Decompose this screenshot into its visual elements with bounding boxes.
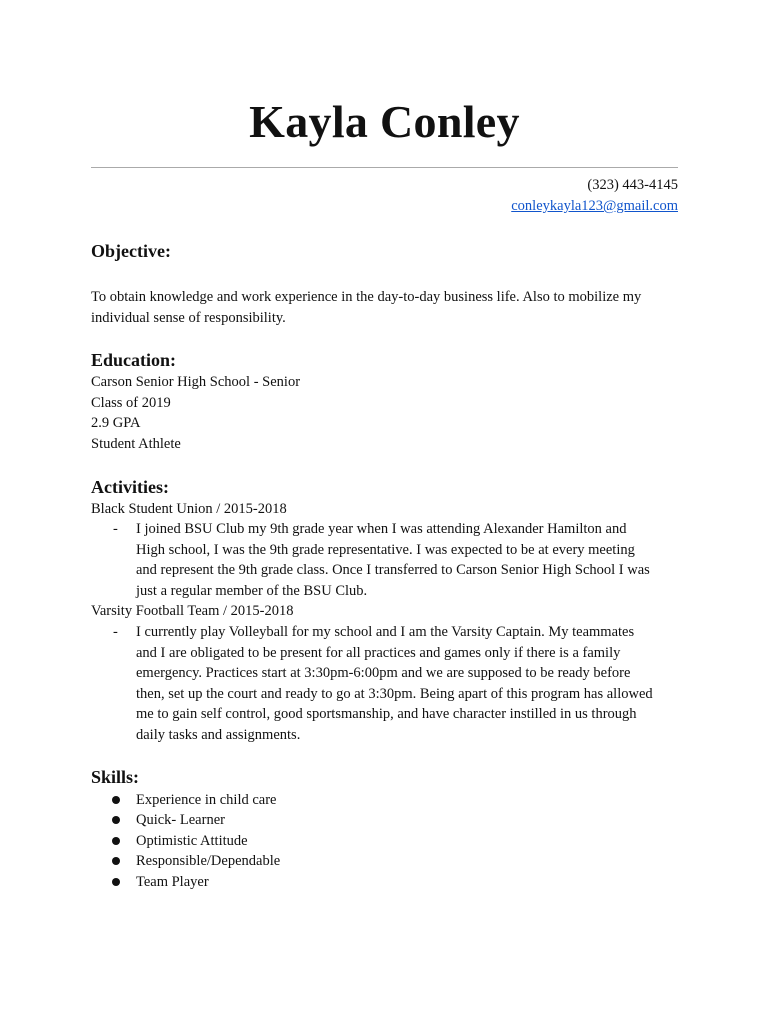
skill-label: Team Player	[136, 874, 209, 890]
education-line: 2.9 GPA	[91, 415, 141, 431]
activity-bullet: -	[113, 624, 118, 640]
activity-line: and I are obligated to be present for all practices and games only if there is a family	[136, 645, 621, 661]
activity-title: Varsity Football Team / 2015-2018	[91, 603, 294, 619]
activities-heading: Activities:	[91, 477, 169, 497]
education-line: Student Athlete	[91, 436, 181, 452]
skills-heading: Skills:	[91, 767, 140, 787]
activity-line: High school, I was the 9th grade representative. I was expected to be at every meeting	[136, 542, 635, 558]
skill-label: Quick- Learner	[136, 812, 225, 828]
education-heading: Education:	[91, 350, 177, 370]
activity-line: daily tasks and assignments.	[136, 727, 301, 743]
activity-line: then, set up the court and ready to go at 3:30pm. Being apart of this program has allowed	[136, 686, 653, 702]
objective-line: individual sense of responsibility.	[91, 310, 286, 326]
bullet-dot-icon	[112, 837, 120, 845]
bullet-dot-icon	[112, 857, 120, 865]
activity-bullet: -	[113, 521, 118, 537]
skill-label: Optimistic Attitude	[136, 833, 248, 849]
education-line: Class of 2019	[91, 395, 171, 411]
skill-label: Experience in child care	[136, 792, 277, 808]
email-link[interactable]: conleykayla123@gmail.com	[511, 198, 678, 214]
resume-page	[91, 0, 678, 1024]
header-divider	[91, 167, 678, 168]
phone-number: (323) 443-4145	[587, 177, 678, 193]
candidate-name: Kayla Conley	[249, 96, 520, 147]
bullet-dot-icon	[112, 796, 120, 804]
bullet-dot-icon	[112, 816, 120, 824]
activity-line: emergency. Practices start at 3:30pm-6:00pm and we are supposed to be ready before	[136, 665, 631, 681]
activity-line: I joined BSU Club my 9th grade year when I was attending Alexander Hamilton and	[136, 521, 627, 537]
activity-title: Black Student Union / 2015-2018	[91, 501, 287, 517]
activity-line: just a regular member of the BSU Club.	[136, 583, 368, 599]
objective-heading: Objective:	[91, 241, 171, 261]
objective-line: To obtain knowledge and work experience in the day-to-day business life. Also to mobilize my	[91, 289, 642, 305]
bullet-dot-icon	[112, 878, 120, 886]
education-line: Carson Senior High School - Senior	[91, 374, 301, 390]
activity-line: I currently play Volleyball for my school and I am the Varsity Captain. My teammates	[136, 624, 635, 640]
skill-label: Responsible/Dependable	[136, 853, 281, 869]
activity-line: me to gain self control, good sportsmanship, and have character instilled in us through	[136, 706, 637, 722]
activity-line: and represent the 9th grade class. Once I transferred to Carson Senior High School I was	[136, 562, 650, 578]
